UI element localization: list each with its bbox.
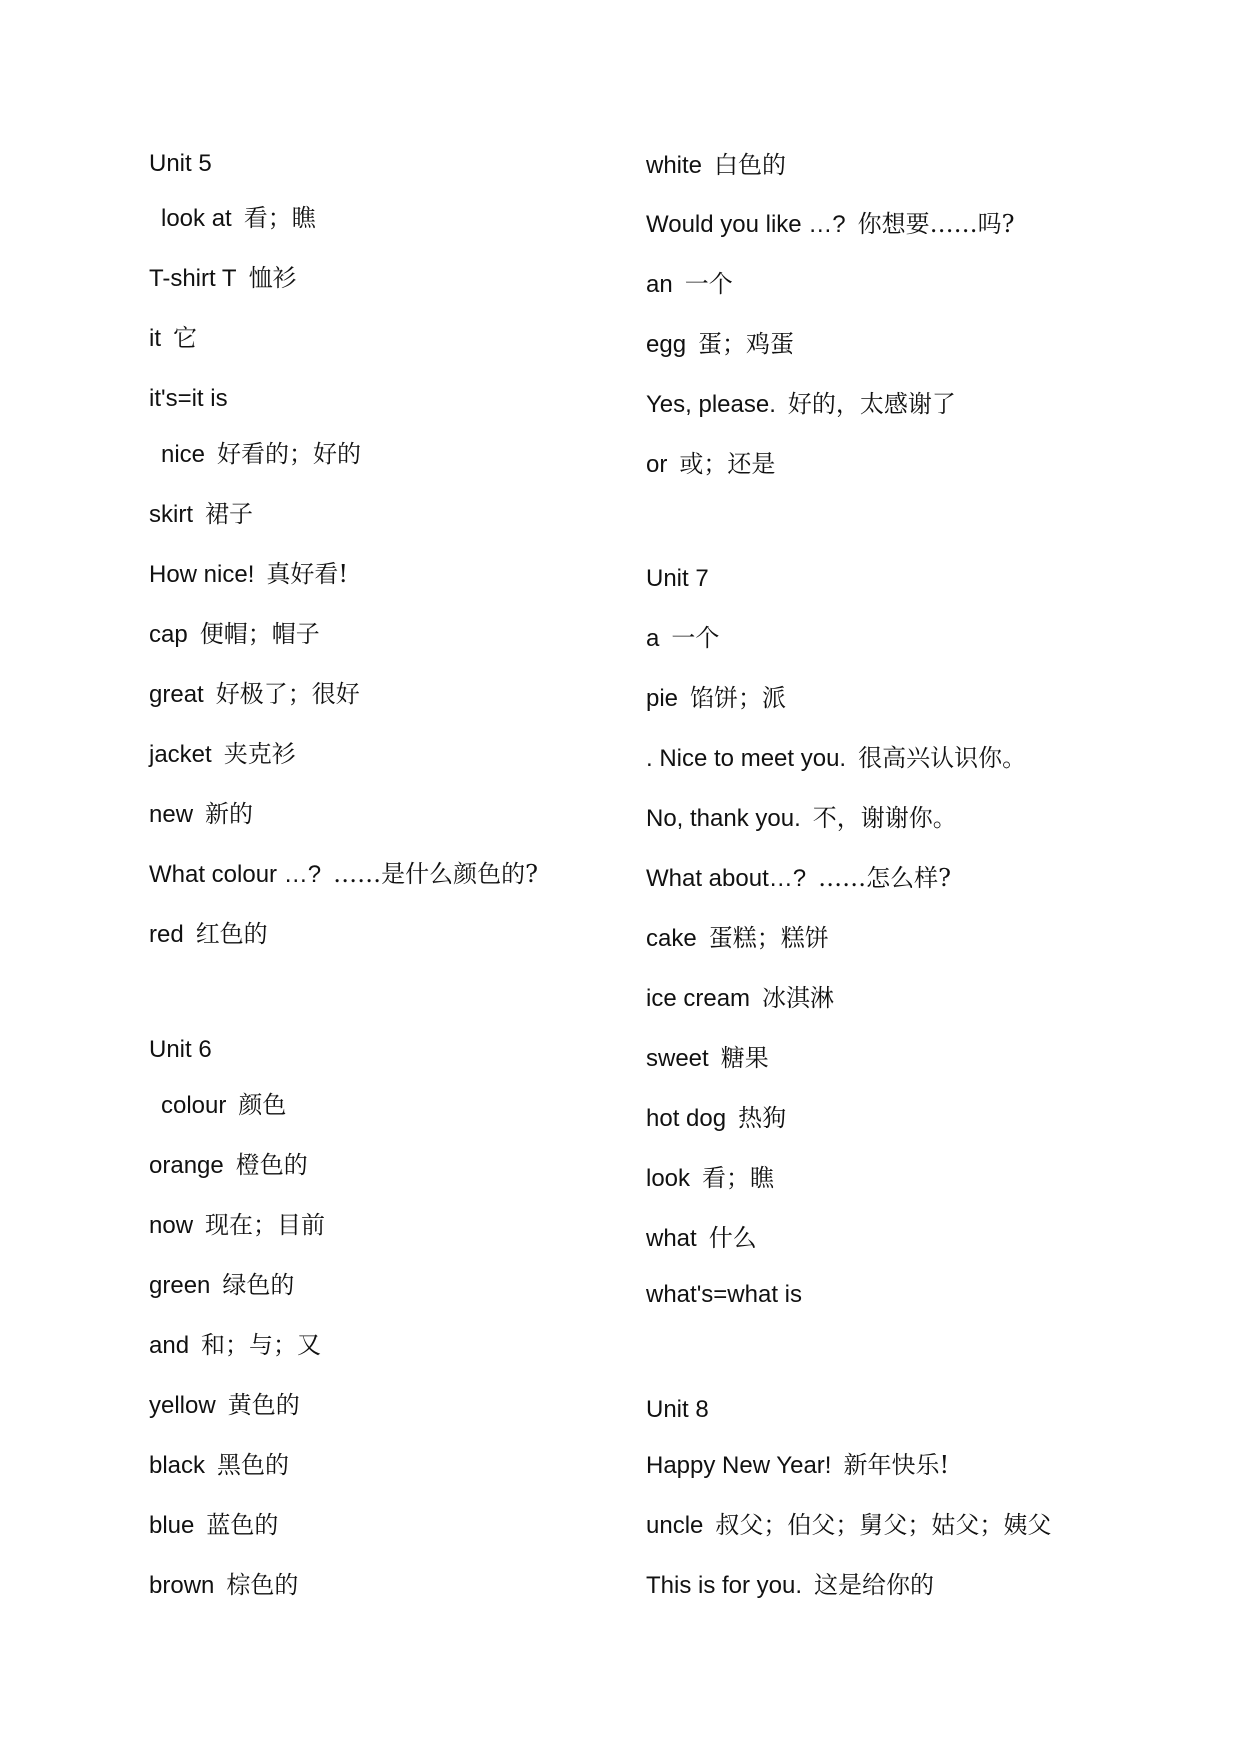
vocab-chinese: 好看的；好的	[217, 440, 362, 468]
vocab-english: red	[149, 921, 184, 948]
vocab-chinese: 蛋糕；糕饼	[708, 924, 829, 952]
vocab-english: What about…?	[646, 865, 807, 892]
vocab-english: Would you like …?	[646, 211, 846, 238]
unit-heading-text: Unit 8	[646, 1396, 709, 1423]
vocab-entry	[646, 683, 786, 713]
vocab-chinese: 橙色的	[235, 1151, 308, 1179]
vocab-chinese: 新的	[205, 800, 254, 828]
vocab-chinese: 现在；目前	[205, 1211, 326, 1239]
vocab-chinese: ……怎么样?	[818, 864, 951, 892]
vocab-entry	[149, 739, 296, 769]
vocab-chinese: 看；瞧	[243, 204, 316, 232]
vocab-entry	[646, 863, 951, 893]
vocab-english: ice cream	[646, 985, 751, 1012]
vocab-english: cap	[149, 621, 188, 648]
unit-heading	[149, 1034, 212, 1064]
vocab-english: it	[149, 325, 161, 352]
vocab-entry	[646, 1450, 949, 1480]
vocab-english: . Nice to meet you.	[646, 745, 847, 772]
vocab-english: pie	[646, 685, 679, 712]
vocab-entry	[646, 983, 834, 1013]
vocab-english: sweet	[646, 1045, 709, 1072]
vocab-entry	[149, 499, 253, 529]
vocab-entry	[646, 1223, 757, 1253]
vocab-entry	[646, 269, 733, 299]
vocab-chinese: 黄色的	[227, 1391, 300, 1419]
vocab-chinese: 蓝色的	[206, 1511, 279, 1539]
vocab-entry	[149, 1390, 300, 1420]
unit-heading	[646, 1394, 709, 1424]
vocab-english: cake	[646, 925, 697, 952]
vocab-english: hot dog	[646, 1105, 727, 1132]
vocab-entry	[149, 1450, 289, 1480]
vocab-chinese: 它	[173, 324, 197, 352]
vocab-entry	[149, 859, 538, 889]
vocab-english: jacket	[149, 741, 212, 768]
vocab-entry	[646, 449, 775, 479]
unit-heading-text: Unit 5	[149, 150, 212, 177]
vocab-english: This is for you.	[646, 1572, 803, 1599]
vocab-entry	[149, 619, 320, 649]
vocab-english: blue	[149, 1512, 195, 1539]
vocab-english: and	[149, 1332, 190, 1359]
vocab-entry	[149, 1510, 278, 1540]
vocab-entry	[646, 1510, 1051, 1540]
vocab-entry	[149, 263, 297, 293]
vocab-chinese: 恤衫	[248, 264, 297, 292]
vocab-chinese: 或；还是	[679, 450, 776, 478]
vocab-english: egg	[646, 331, 687, 358]
vocab-english: nice	[161, 441, 206, 468]
vocab-entry	[646, 209, 1015, 239]
vocab-english: skirt	[149, 501, 193, 528]
vocab-entry	[161, 1090, 286, 1120]
vocab-chinese: 一个	[684, 270, 733, 298]
vocab-english: look at	[161, 205, 232, 232]
vocab-entry	[149, 323, 197, 353]
vocab-entry	[149, 679, 360, 709]
vocab-chinese: 这是给你的	[814, 1571, 935, 1599]
unit-heading-text: Unit 7	[646, 565, 709, 592]
vocab-chinese: 好极了；很好	[215, 680, 360, 708]
vocab-entry	[646, 329, 794, 359]
unit-heading-text: Unit 6	[149, 1036, 212, 1063]
vocab-entry	[149, 559, 348, 589]
unit-heading	[149, 148, 212, 178]
vocab-chinese: 和；与；又	[201, 1331, 322, 1359]
vocab-chinese: 糖果	[720, 1044, 769, 1072]
vocab-english: T-shirt T	[149, 265, 237, 292]
vocab-chinese: 棕色的	[226, 1571, 299, 1599]
vocab-english: new	[149, 801, 194, 828]
vocab-entry	[646, 743, 1026, 773]
vocab-entry	[646, 1103, 786, 1133]
vocab-entry	[149, 799, 253, 829]
vocab-chinese: 夹克衫	[223, 740, 296, 768]
vocab-entry	[646, 389, 956, 419]
vocab-chinese: 叔父；伯父；舅父；姑父；姨父	[715, 1511, 1052, 1539]
vocab-chinese: 裙子	[205, 500, 253, 528]
vocab-english: black	[149, 1452, 206, 1479]
vocab-english: now	[149, 1212, 194, 1239]
vocab-english: what	[646, 1225, 697, 1252]
vocab-entry	[646, 803, 957, 833]
vocab-chinese: 馅饼；派	[690, 684, 787, 712]
vocab-chinese: 冰淇淋	[762, 984, 835, 1012]
vocab-chinese: 新年快乐!	[843, 1451, 950, 1479]
vocab-english: Yes, please.	[646, 391, 776, 418]
vocab-entry	[646, 1043, 769, 1073]
vocab-entry	[161, 203, 316, 233]
vocab-entry	[646, 1570, 934, 1600]
vocab-chinese: 颜色	[238, 1091, 287, 1119]
vocab-english: No, thank you.	[646, 805, 801, 832]
vocab-chinese: 你想要……吗?	[857, 210, 1015, 238]
vocab-chinese: 真好看!	[266, 560, 349, 588]
vocab-chinese: ……是什么颜色的?	[333, 860, 538, 888]
vocab-english: or	[646, 451, 668, 478]
vocab-entry	[646, 923, 829, 953]
vocab-entry	[646, 623, 719, 653]
vocab-chinese: 不，谢谢你。	[812, 804, 957, 832]
vocab-english: brown	[149, 1572, 215, 1599]
vocab-entry	[149, 1270, 294, 1300]
vocab-chinese: 好的，太感谢了	[787, 390, 956, 418]
vocab-entry	[646, 150, 786, 180]
vocab-chinese: 什么	[708, 1224, 757, 1252]
vocab-chinese: 看；瞧	[702, 1164, 775, 1192]
vocab-english: orange	[149, 1152, 224, 1179]
vocab-english: it's=it is	[149, 385, 228, 412]
vocab-english: great	[149, 681, 204, 708]
vocab-english: white	[646, 152, 703, 179]
vocab-entry	[149, 919, 268, 949]
vocab-english: what's=what is	[646, 1281, 802, 1308]
vocab-entry	[149, 1330, 321, 1360]
vocab-english: How nice!	[149, 561, 255, 588]
vocab-entry	[149, 1150, 308, 1180]
vocab-english: What colour …?	[149, 861, 322, 888]
vocab-entry	[161, 439, 361, 469]
vocab-entry	[149, 1210, 325, 1240]
vocab-english: yellow	[149, 1392, 216, 1419]
vocab-entry	[149, 1570, 298, 1600]
vocab-chinese: 红色的	[195, 920, 268, 948]
vocab-english: colour	[161, 1092, 227, 1119]
vocab-english: an	[646, 271, 673, 298]
vocab-english: uncle	[646, 1512, 704, 1539]
unit-heading	[646, 563, 709, 593]
vocab-chinese: 热狗	[738, 1104, 787, 1132]
vocab-chinese: 黑色的	[217, 1451, 290, 1479]
vocab-entry	[646, 1163, 774, 1193]
vocab-entry	[646, 1279, 802, 1309]
vocab-chinese: 便帽；帽子	[199, 620, 320, 648]
vocab-english: a	[646, 625, 660, 652]
vocab-chinese: 绿色的	[222, 1271, 295, 1299]
vocab-english: green	[149, 1272, 211, 1299]
vocab-chinese: 很高兴认识你。	[858, 744, 1027, 772]
vocab-chinese: 白色的	[714, 151, 787, 179]
vocab-english: Happy New Year!	[646, 1452, 832, 1479]
vocab-chinese: 蛋；鸡蛋	[698, 330, 795, 358]
vocab-chinese: 一个	[671, 624, 720, 652]
vocab-english: look	[646, 1165, 691, 1192]
vocab-entry	[149, 383, 228, 413]
